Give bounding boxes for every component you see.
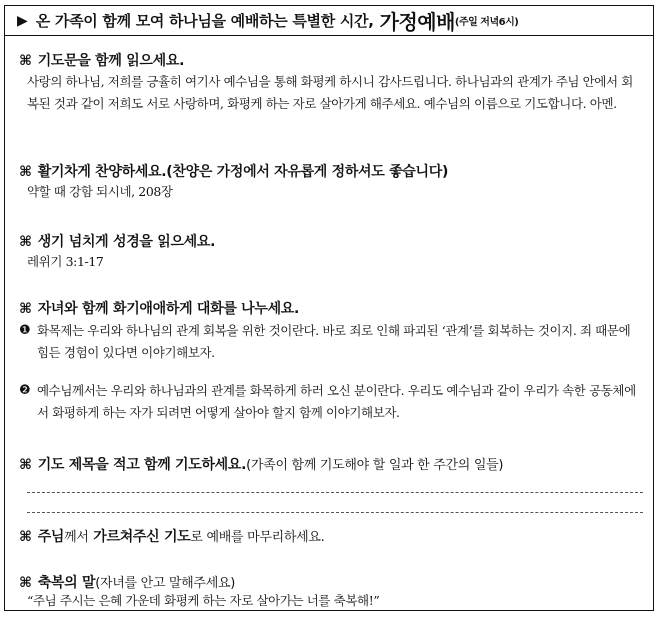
header-bar <box>5 6 653 36</box>
worship-guide-frame <box>4 5 654 611</box>
section-title: 기도문을 함께 읽으세요. <box>37 53 185 69</box>
closing-part-2: 께서 <box>64 530 89 545</box>
talk-item-text: 예수님께서는 우리와 하나님과의 관계를 화목하게 하러 오신 분이란다. 우리도 예수님과 같이 우리가 속한 공동체에서 화평하게 하는 자가 되려면 어떻게 살아야 할지 함께 이야기해보자. <box>37 383 636 420</box>
command-mark-icon: ⌘ <box>19 53 32 69</box>
closing-part-1: 주님 <box>37 529 65 545</box>
writing-line[interactable] <box>27 492 643 493</box>
number-two-icon: ❷ <box>19 383 31 398</box>
bible-text: 레위기 3:1-17 <box>27 254 104 269</box>
section-bible <box>19 231 643 273</box>
command-mark-icon: ⌘ <box>19 234 32 250</box>
header-title-emphasis: 가정예배 <box>379 10 455 34</box>
list-item <box>19 380 643 424</box>
header-time-note: (주일 저녁6시) <box>454 17 519 28</box>
section-praise <box>19 161 643 203</box>
command-mark-icon: ⌘ <box>19 575 32 591</box>
section-note: (자녀를 안고 말해주세요) <box>95 576 235 591</box>
section-prayer <box>19 50 643 115</box>
section-title: 축복의 말 <box>37 575 96 591</box>
section-write-prayer <box>19 454 643 474</box>
section-title: 활기차게 찬양하세요.(찬양은 가정에서 자유롭게 정하셔도 좋습니다) <box>37 164 449 180</box>
command-mark-icon: ⌘ <box>19 457 32 473</box>
talk-item-text: 화목제는 우리와 하나님의 관계 회복을 위한 것이란다. 바로 죄로 인해 파괴된 ‘관계’를 회복하는 것이지. 죄 때문에 힘든 경험이 있다면 이야기해보자. <box>37 323 631 360</box>
praise-text: 약할 때 강함 되시네, 208장 <box>27 184 173 199</box>
closing-part-3: 가르쳐주신 기도 <box>93 529 191 545</box>
writing-line[interactable] <box>27 512 643 513</box>
command-mark-icon: ⌘ <box>19 301 32 317</box>
play-arrow-icon: ▶ <box>17 12 28 29</box>
closing-part-4: 로 예배를 마무리하세요. <box>190 530 325 545</box>
command-mark-icon: ⌘ <box>19 164 32 180</box>
list-item <box>19 320 643 364</box>
section-note: (가족이 함께 기도해야 할 일과 한 주간의 일들) <box>246 458 504 473</box>
section-title: 생기 넘치게 성경을 읽으세요. <box>37 234 216 250</box>
command-mark-icon: ⌘ <box>19 529 32 545</box>
section-title: 기도 제목을 적고 함께 기도하세요. <box>37 457 247 473</box>
section-blessing <box>19 572 643 610</box>
number-one-icon: ❶ <box>19 323 31 338</box>
prayer-text: 사랑의 하나님, 저희를 긍휼히 여기사 예수님을 통해 화평케 하시니 감사드립니다. 하나님과의 관계가 주님 안에서 회복된 것과 같이 저희도 서로 사랑하며, 화평케 하는 자로 살아가게 해주세요. 예수님의 이름으로 기도합니다. 아멘. <box>27 74 633 111</box>
section-closing <box>19 526 643 546</box>
blessing-text: “주님 주시는 은혜 가운데 화평케 하는 자로 살아가는 너를 축복해!” <box>27 593 380 608</box>
section-talk <box>19 298 643 424</box>
section-title: 자녀와 함께 화기애애하게 대화를 나누세요. <box>37 301 300 317</box>
header-title: 온 가족이 함께 모여 하나님을 예배하는 특별한 시간, <box>35 12 374 30</box>
